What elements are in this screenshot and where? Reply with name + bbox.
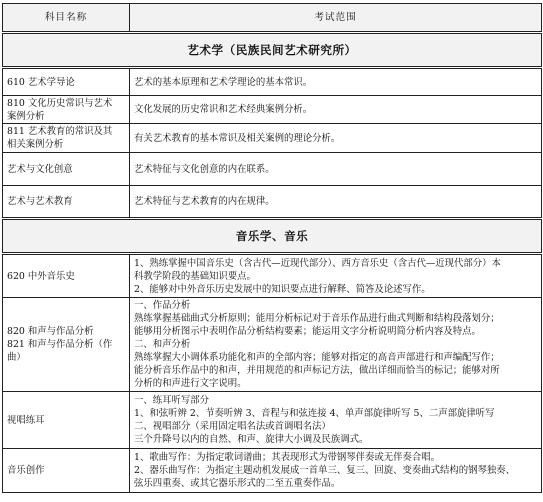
scope-line: 能分析音乐作品中的和声，并用规范的和声标记方法，做出详细而恰当的标记；能够对所 bbox=[134, 365, 500, 376]
scope-line: 一、作品分析 bbox=[134, 300, 191, 311]
subject-name-cell bbox=[3, 153, 130, 186]
subject-name-cell bbox=[3, 392, 130, 449]
scope-line: 三个升降号以内的自然、和声、旋律大小调及民族调式。 bbox=[134, 434, 369, 445]
subject-name-line: 艺术与文化创意 bbox=[7, 163, 73, 175]
scope-line: 艺术特征与艺术教育的内在规律。 bbox=[134, 196, 275, 207]
scope-line: 一、练耳听写部分 bbox=[134, 395, 210, 406]
table-header-row bbox=[3, 4, 542, 33]
exam-scope-cell bbox=[130, 254, 542, 298]
subject-name-line: 案例分析 bbox=[7, 110, 45, 122]
scope-line: 弦乐四重奏、或其它器乐形式的二至五重奏作品。 bbox=[134, 478, 341, 489]
exam-scope-cell bbox=[130, 68, 542, 96]
exam-scope-cell bbox=[130, 392, 542, 449]
table-row bbox=[3, 96, 542, 124]
table-row bbox=[3, 68, 542, 96]
subject-name-line: 视唱练耳 bbox=[7, 414, 45, 426]
exam-scope-cell bbox=[130, 449, 542, 493]
subject-name-line: 820 和声与作品分析 bbox=[7, 326, 94, 337]
scope-line: 艺术特征与文化创意的内在联系。 bbox=[134, 163, 275, 175]
section-row-music bbox=[3, 219, 542, 254]
subject-name-cell bbox=[3, 449, 130, 493]
exam-scope-cell bbox=[130, 298, 542, 392]
subject-name-line: 811 艺术教育的常识及其 bbox=[7, 126, 113, 137]
scope-line: 2、能够对中外音乐历史发展中的知识要点进行解释、简答及论述写作。 bbox=[134, 283, 431, 295]
table-row bbox=[3, 449, 542, 493]
table-row bbox=[3, 124, 542, 153]
exam-scope-cell bbox=[130, 186, 542, 219]
scope-line: 艺术的基本原理和艺术学理论的基本常识。 bbox=[134, 76, 313, 88]
subject-name-cell bbox=[3, 96, 130, 124]
scope-line: 有关艺术教育的基本常识及相关案例的理论分析。 bbox=[134, 132, 341, 144]
scope-line: 1、熟练掌握中国音乐史（含古代—近现代部分）、西方音乐史（含古代—近现代部分）本 bbox=[134, 257, 501, 269]
header-exam-scope: 考试范围 bbox=[130, 4, 542, 33]
section-title: 音乐学、音乐 bbox=[3, 219, 542, 254]
scope-line: 1、和弦听辨 2、节奏听辨 3、音程与和弦连接 4、单声部旋律听写 5、二声部旋律听写 bbox=[134, 408, 495, 419]
table-row bbox=[3, 153, 542, 186]
scope-line: 2、器乐曲写作：为指定主题动机发展成一首单三、复三、回旋、变奏曲式结构的钢琴独奏、 bbox=[134, 465, 515, 476]
scope-line: 二、和声分析 bbox=[134, 339, 191, 350]
exam-scope-table bbox=[2, 3, 542, 493]
scope-line: 能够用分析图示中表明作品分析结构要素；能运用文字分析说明简分析内容及特点。 bbox=[134, 326, 481, 337]
subject-name-line: 610 艺术学导论 bbox=[7, 76, 75, 88]
exam-scope-cell bbox=[130, 96, 542, 124]
scope-line: 1、歌曲写作：为指定歌词谱曲；其表现形式为带钢琴伴奏或无伴奏合唱。 bbox=[134, 452, 440, 463]
subject-name-line: 相关案例分析 bbox=[7, 139, 64, 150]
subject-name-cell bbox=[3, 254, 130, 298]
scope-line: 二、视唱部分（采用固定唱名法或首调唱名法） bbox=[134, 421, 331, 432]
exam-scope-cell bbox=[130, 153, 542, 186]
subject-name-line: 821 和声与作品分析（作 bbox=[7, 339, 113, 350]
section-row-art bbox=[3, 33, 542, 68]
subject-name-cell bbox=[3, 298, 130, 392]
scope-line: 熟练掌握基础曲式分析原则；能用分析标记对于音乐作品进行曲式判断和结构段落划分； bbox=[134, 313, 500, 324]
section-title: 艺术学（民族民间艺术研究所） bbox=[3, 33, 542, 68]
table-row bbox=[3, 392, 542, 449]
scope-line: 科教学阶段的基础知识要点。 bbox=[134, 270, 256, 282]
exam-scope-cell bbox=[130, 124, 542, 153]
subject-name-cell bbox=[3, 68, 130, 96]
subject-name-line: 艺术与艺术教育 bbox=[7, 196, 73, 207]
subject-name-line: 810 文化历史常识与艺术 bbox=[7, 97, 113, 109]
subject-name-line: 曲） bbox=[7, 352, 26, 363]
subject-name-line: 620 中外音乐史 bbox=[7, 270, 75, 282]
table-row bbox=[3, 186, 542, 219]
scope-line: 分析的和声进行文字说明。 bbox=[134, 378, 247, 389]
table-row bbox=[3, 254, 542, 298]
header-subject-name: 科目名称 bbox=[3, 4, 130, 33]
subject-name-cell bbox=[3, 186, 130, 219]
subject-name-line: 音乐创作 bbox=[7, 465, 45, 476]
scope-line: 熟练掌握大小调体系功能化和声的全部内容；能够对指定的高音声部进行和声编配写作； bbox=[134, 352, 500, 363]
table-row bbox=[3, 298, 542, 392]
subject-name-cell bbox=[3, 124, 130, 153]
scope-line: 文化发展的历史常识和艺术经典案例分析。 bbox=[134, 104, 313, 115]
